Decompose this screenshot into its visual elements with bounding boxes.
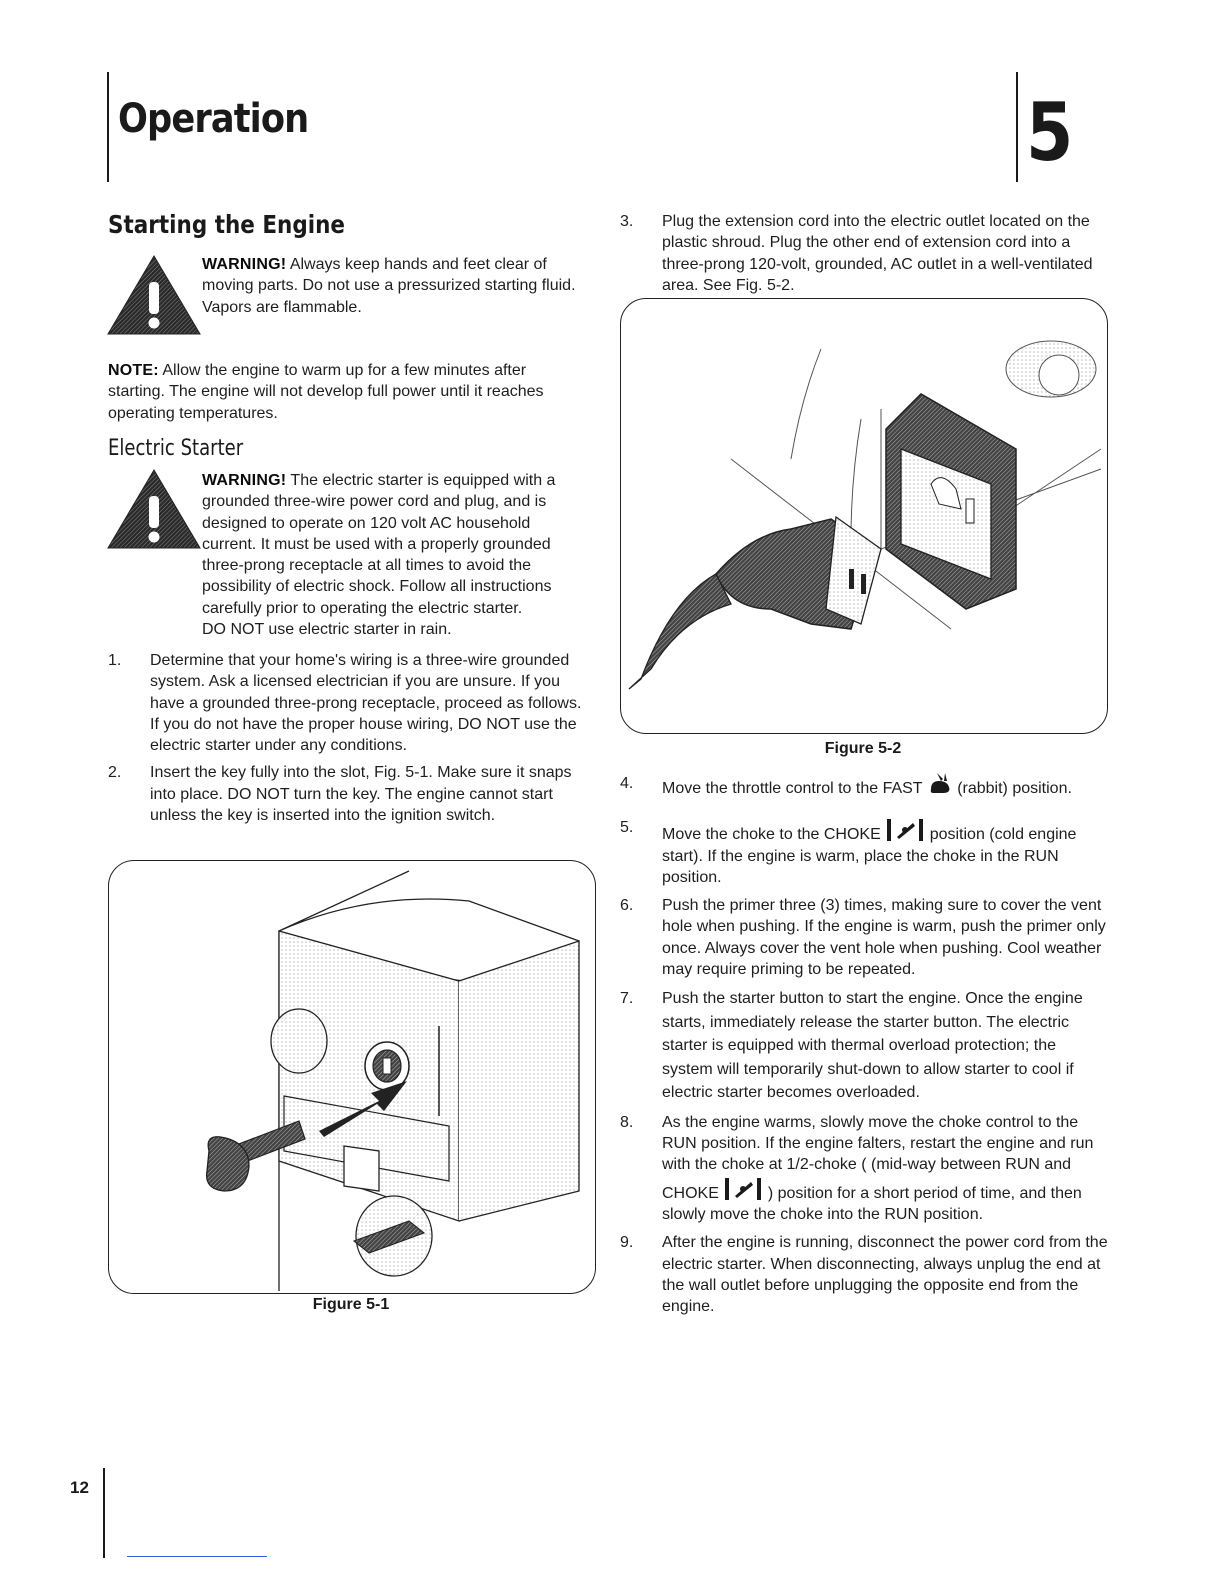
- list-item: [620, 895, 1110, 980]
- list-item: [620, 211, 1110, 296]
- list-item: [620, 987, 1110, 1105]
- warning-1-label: WARNING!: [202, 256, 287, 273]
- left-step-list: [108, 650, 586, 826]
- list-item: [620, 1232, 1110, 1317]
- warning-1-body: Always keep hands and feet clear of moving parts. Do not use a pressurized starting fluid. Vapors are flammable.: [202, 256, 576, 316]
- step-number: 2.: [108, 764, 122, 782]
- ignition-key-illustration: [109, 861, 595, 1293]
- subsection-title: Electric Starter: [108, 436, 244, 461]
- choke-icon: [723, 1176, 763, 1202]
- figure-5-1-caption: Figure 5-1: [312, 1296, 390, 1313]
- step-text: Move the throttle control to the FAST: [662, 780, 923, 797]
- step-text: position (cold engine start). If the engine is warm, place the choke in the RUN position.: [662, 826, 1077, 886]
- note-body: Allow the engine to warm up for a few minutes after starting. The engine will not develop full power until it reaches operating temperatures.: [108, 362, 544, 422]
- header-rule-left: [107, 72, 109, 182]
- extension-cord-outlet-illustration: [621, 299, 1107, 733]
- step-number: 5.: [620, 819, 634, 837]
- step-number: 9.: [620, 1234, 634, 1252]
- footer-link-underline: [127, 1556, 267, 1557]
- note-label: NOTE:: [108, 362, 159, 379]
- chapter-number: 5: [1026, 86, 1074, 179]
- step-text: Insert the key fully into the slot, Fig. 5-1. Make sure it snaps into place. DO NOT turn the key. The engine cannot start unless the key is inserted into the ignition switch.: [150, 764, 572, 825]
- list-item: [108, 650, 586, 756]
- step-text: Move the choke to the CHOKE: [662, 826, 881, 844]
- warning-2-body: The electric starter is equipped with a grounded three-wire power cord and plug, and is designed to operate on 120 volt AC household current. It must be used with a properly grounded three-prong receptacle at all times to avoid the possibility of electric shock. Follow all instructions carefully prior to operating the electric starter.: [202, 472, 556, 617]
- warning-1-text: [202, 254, 582, 318]
- step-3: [620, 211, 1110, 296]
- step-text: ) position for a short period of time, and then slowly move the choke into the RUN position.: [662, 1184, 1082, 1224]
- figure-5-1: [108, 860, 596, 1294]
- page-number: 12: [70, 1478, 89, 1497]
- list-item: [620, 817, 1110, 888]
- step-number: 3.: [620, 213, 634, 230]
- list-item: [108, 762, 586, 826]
- step-number: 7.: [620, 990, 634, 1008]
- list-item: [620, 773, 1110, 799]
- step-text: Push the primer three (3) times, making sure to cover the vent hole when pushing. If the engine is warm, push the primer only once. Always cover the vent hole when pushing. Cool weather may require priming to be repeated.: [662, 897, 1106, 979]
- step-text: Plug the extension cord into the electric outlet located on the plastic shroud. Plug the other end of extension cord into a three-prong 120-volt, grounded, AC outlet in a well-ventilated area. See Fig. 5-2.: [662, 213, 1093, 294]
- footer-rule: [103, 1468, 105, 1558]
- figure-5-2: [620, 298, 1108, 734]
- warning-2-label: WARNING!: [202, 472, 287, 489]
- step-text: Push the starter button to start the engine. Once the engine starts, immediately release the starter button. The electric starter is equipped with thermal overload protection; the system will temporarily shut-down to allow starter to cool if electric starter becomes overloaded.: [662, 990, 1083, 1102]
- section-title: Starting the Engine: [108, 210, 345, 239]
- warning-2-last-line: DO NOT use electric starter in rain.: [202, 621, 452, 639]
- step-text: (rabbit) position.: [957, 780, 1072, 797]
- choke-icon: [885, 817, 925, 843]
- step-number: 8.: [620, 1113, 634, 1131]
- rabbit-icon: [927, 773, 953, 797]
- header-rule-right: [1016, 72, 1018, 182]
- warning-2-text: [202, 470, 587, 640]
- step-text: After the engine is running, disconnect the power cord from the electric starter. When disconnecting, always unplug the end at the wall outlet before unplugging the opposite end from the engine.: [662, 1234, 1108, 1316]
- figure-5-2-caption: Figure 5-2: [824, 740, 902, 757]
- step-number: 1.: [108, 652, 122, 669]
- step-text: Determine that your home's wiring is a three-wire grounded system. Ask a licensed electrician if you are unsure. If you have a grounded three-prong receptacle, proceed as follows. If you do not have the proper house wiring, DO NOT use the electric starter under any conditions.: [150, 652, 582, 755]
- warning-triangle-icon: [106, 468, 202, 550]
- list-item: [620, 1112, 1110, 1225]
- warning-triangle-icon: [106, 254, 202, 336]
- chapter-title: Operation: [118, 96, 309, 142]
- step-number: 4.: [620, 775, 634, 792]
- step-number: 6.: [620, 897, 634, 915]
- right-step-list: [620, 773, 1110, 1318]
- step-text: As the engine warms, slowly move the choke control to the RUN position. If the engine falters, restart the engine and run with the choke at 1/2-choke ( (mid-way between RUN and CHOKE: [662, 1113, 1094, 1202]
- note-paragraph: [108, 360, 583, 424]
